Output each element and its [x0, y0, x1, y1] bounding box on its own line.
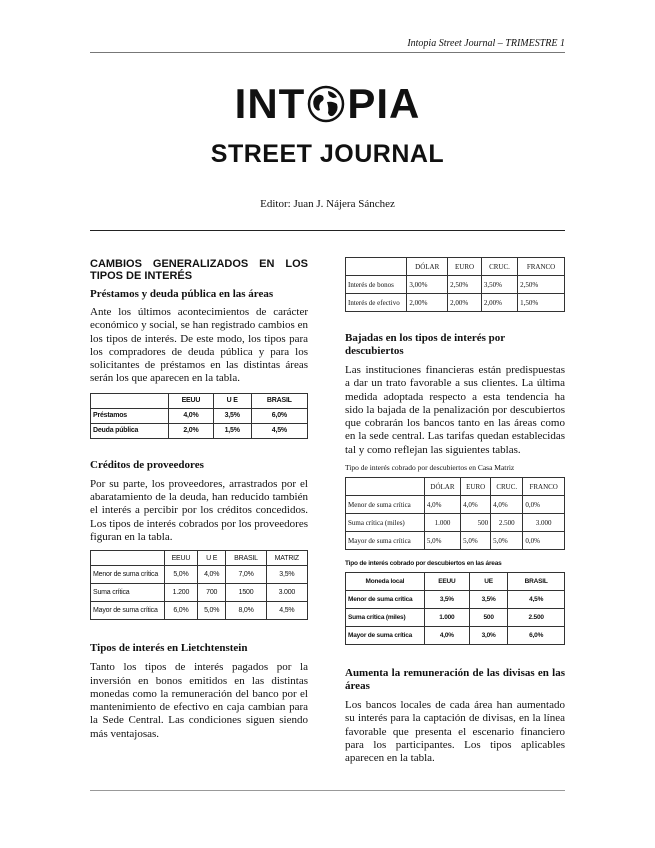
paragraph: Tanto los tipos de interés pagados por la inversión en bonos emitidos en las distintas monedas como la remuneración del banco por el mantenimiento de efectivo en caja cambian para la Sede Central. Las condiciones siguen siendo más ventajosas.: [90, 661, 308, 740]
table-cell: 0,0%: [523, 496, 565, 514]
table-cell: BRASIL: [226, 551, 266, 566]
table-cell: 8,0%: [226, 602, 266, 620]
table-cell: 5,0%: [424, 532, 460, 550]
paragraph: Las instituciones financieras están predispuestas a dar un trato favorable a sus clientes. La última medida adoptada respecto a esta tendencia ha sido la bajada de la penalización por descubiertos que cobrarán los bancos tanto en las áreas como en la sede central. Las tarifas quedan establecidas tal y como reflejan las siguientes tablas.: [345, 364, 565, 456]
table-row: [91, 566, 308, 584]
table-cell: BRASIL: [251, 393, 307, 408]
table-cell: 5,0%: [461, 532, 491, 550]
table-cell: 3,5%: [213, 408, 251, 423]
table-cell: 2.500: [491, 514, 523, 532]
table-cell: 3.000: [523, 514, 565, 532]
table-cell: Moneda local: [346, 573, 425, 591]
table-cell: Deuda pública: [91, 423, 169, 438]
table-cell: 4,5%: [508, 591, 565, 609]
table-cell: 1.000: [424, 609, 469, 627]
table-cell: 5,0%: [198, 602, 226, 620]
table-cell: 0,0%: [523, 532, 565, 550]
masthead-right: PIA: [347, 80, 421, 127]
table-caption: Tipo de interés cobrado por descubiertos en Casa Matriz: [345, 463, 515, 473]
masthead-left: INT: [234, 80, 306, 127]
table-cell: 3,00%: [407, 276, 448, 294]
table-cell: 4,0%: [461, 496, 491, 514]
table-cell: 2,00%: [407, 294, 448, 312]
table-header-row: [346, 258, 565, 276]
table-cell: 2,0%: [169, 423, 214, 438]
table-cell: UE: [469, 573, 507, 591]
table-cell: 3,5%: [424, 591, 469, 609]
table-cell: 2.500: [508, 609, 565, 627]
globe-icon: [307, 85, 345, 123]
table-cell: FRANCO: [518, 258, 565, 276]
table-cell: EURO: [461, 478, 491, 496]
running-header: Intopia Street Journal – TRIMESTRE 1: [407, 38, 565, 49]
table-row: [91, 423, 308, 438]
subhead: STREET JOURNAL: [210, 140, 445, 168]
table-cell: 2,00%: [481, 294, 517, 312]
table-cell: 700: [198, 584, 226, 602]
table-cell: 1500: [226, 584, 266, 602]
table-cell: 3,5%: [469, 591, 507, 609]
table-row: [91, 408, 308, 423]
overdraft-areas-table: [345, 572, 565, 645]
table-cell: U E: [198, 551, 226, 566]
table-cell: 1,50%: [518, 294, 565, 312]
table-cell: DÓLAR: [424, 478, 460, 496]
table-cell: 3,50%: [481, 276, 517, 294]
table-header-row: [91, 551, 308, 566]
table-cell: EEUU: [424, 573, 469, 591]
table-cell: 1.200: [164, 584, 197, 602]
masthead: [0, 82, 655, 126]
table-cell: EURO: [448, 258, 482, 276]
table-cell: Interés de efectivo: [346, 294, 407, 312]
table-cell: [346, 478, 425, 496]
table-cell: 2,00%: [448, 294, 482, 312]
table-cell: Menor de suma crítica: [346, 591, 425, 609]
table-cell: 2,50%: [518, 276, 565, 294]
table-cell: MATRIZ: [266, 551, 307, 566]
table-cell: 1,5%: [213, 423, 251, 438]
table-cell: Préstamos: [91, 408, 169, 423]
table-cell: [91, 551, 165, 566]
table-header-row: [346, 573, 565, 591]
table-cell: DÓLAR: [407, 258, 448, 276]
table-cell: 6,0%: [164, 602, 197, 620]
table-cell: [91, 393, 169, 408]
table-cell: Mayor de suma crítica: [346, 627, 425, 645]
table-cell: [346, 258, 407, 276]
table-cell: Suma crítica: [91, 584, 165, 602]
section-title: Tipos de interés en Lietchtenstein: [90, 642, 248, 655]
section-title: Bajadas en los tipos de interés por descubiertos: [345, 332, 505, 357]
section-title: Aumenta la remuneración de las divisas en las áreas: [345, 667, 565, 693]
table-row: [346, 294, 565, 312]
supplier-credit-table: [90, 550, 308, 620]
table-cell: EEUU: [164, 551, 197, 566]
table-cell: Mayor de suma crítica: [346, 532, 425, 550]
table-cell: 6,0%: [251, 408, 307, 423]
table-cell: 1.000: [424, 514, 460, 532]
table-cell: 6,0%: [508, 627, 565, 645]
table-row: [346, 276, 565, 294]
table-cell: 500: [461, 514, 491, 532]
table-cell: BRASIL: [508, 573, 565, 591]
paragraph: Por su parte, los proveedores, arrastrados por el abaratamiento de la deuda, han reducido también el interés a percibir por los créditos concedidos. Los tipos de interés cobrados por los proveedores figuran en la tabla.: [90, 477, 308, 543]
table-row: [346, 591, 565, 609]
loans-table: [90, 393, 308, 439]
table-cell: 5,0%: [164, 566, 197, 584]
table-cell: 3.000: [266, 584, 307, 602]
table-cell: 4,0%: [198, 566, 226, 584]
left-column: [90, 258, 308, 741]
table-cell: 5,0%: [491, 532, 523, 550]
overdraft-hq-table: [345, 477, 565, 550]
table-cell: 4,5%: [251, 423, 307, 438]
footer-rule: [90, 790, 565, 791]
table-cell: 4,0%: [169, 408, 214, 423]
editor-line: Editor: Juan J. Nájera Sánchez: [260, 198, 395, 210]
section-title: Créditos de proveedores: [90, 458, 204, 471]
table-cell: Suma crítica (miles): [346, 514, 425, 532]
table-cell: CRUC.: [491, 478, 523, 496]
paragraph: Ante los últimos acontecimientos de carácter económico y social, se han registrado cambios en los tipos de interés. De este modo, los tipos para los compradores de deuda pública y para los solicitantes de préstamos en las distintas áreas serán los que aparecen en la tabla.: [90, 306, 308, 385]
table-row: [346, 496, 565, 514]
table-row: [346, 514, 565, 532]
table-cell: 4,0%: [424, 627, 469, 645]
section-subtitle: Préstamos y deuda pública en las áreas: [90, 288, 274, 300]
table-row: [346, 532, 565, 550]
table-row: [346, 627, 565, 645]
table-cell: 500: [469, 609, 507, 627]
right-column: [345, 257, 565, 766]
table-cell: FRANCO: [523, 478, 565, 496]
table-cell: U E: [213, 393, 251, 408]
table-cell: 2,50%: [448, 276, 482, 294]
table-cell: 7,0%: [226, 566, 266, 584]
liechtenstein-rates-table: [345, 257, 565, 312]
table-cell: CRUC.: [481, 258, 517, 276]
table-cell: 3,5%: [266, 566, 307, 584]
table-cell: 4,0%: [491, 496, 523, 514]
table-cell: Menor de suma crítica: [91, 566, 165, 584]
table-cell: 4,5%: [266, 602, 307, 620]
header-rule: [90, 52, 565, 53]
table-cell: Suma crítica (miles): [346, 609, 425, 627]
table-caption: Tipo de interés cobrado por descubiertos en las áreas: [345, 560, 502, 568]
section-title: CAMBIOS GENERALIZADOS EN LOS TIPOS DE INTERÉS: [90, 258, 308, 282]
table-cell: 4,0%: [424, 496, 460, 514]
masthead-rule: [90, 230, 565, 231]
paragraph: Los bancos locales de cada área han aumentado su interés para la captación de divisas, en la línea favorable que presenta el escenario financiero para los participantes. Los tipos aplicables aparecen en la tabla.: [345, 699, 565, 765]
table-cell: Interés de bonos: [346, 276, 407, 294]
table-row: [91, 602, 308, 620]
table-cell: Mayor de suma crítica: [91, 602, 165, 620]
table-cell: Menor de suma crítica: [346, 496, 425, 514]
table-header-row: [91, 393, 308, 408]
table-cell: 3,0%: [469, 627, 507, 645]
table-row: [346, 609, 565, 627]
table-cell: EEUU: [169, 393, 214, 408]
table-header-row: [346, 478, 565, 496]
table-row: [91, 584, 308, 602]
